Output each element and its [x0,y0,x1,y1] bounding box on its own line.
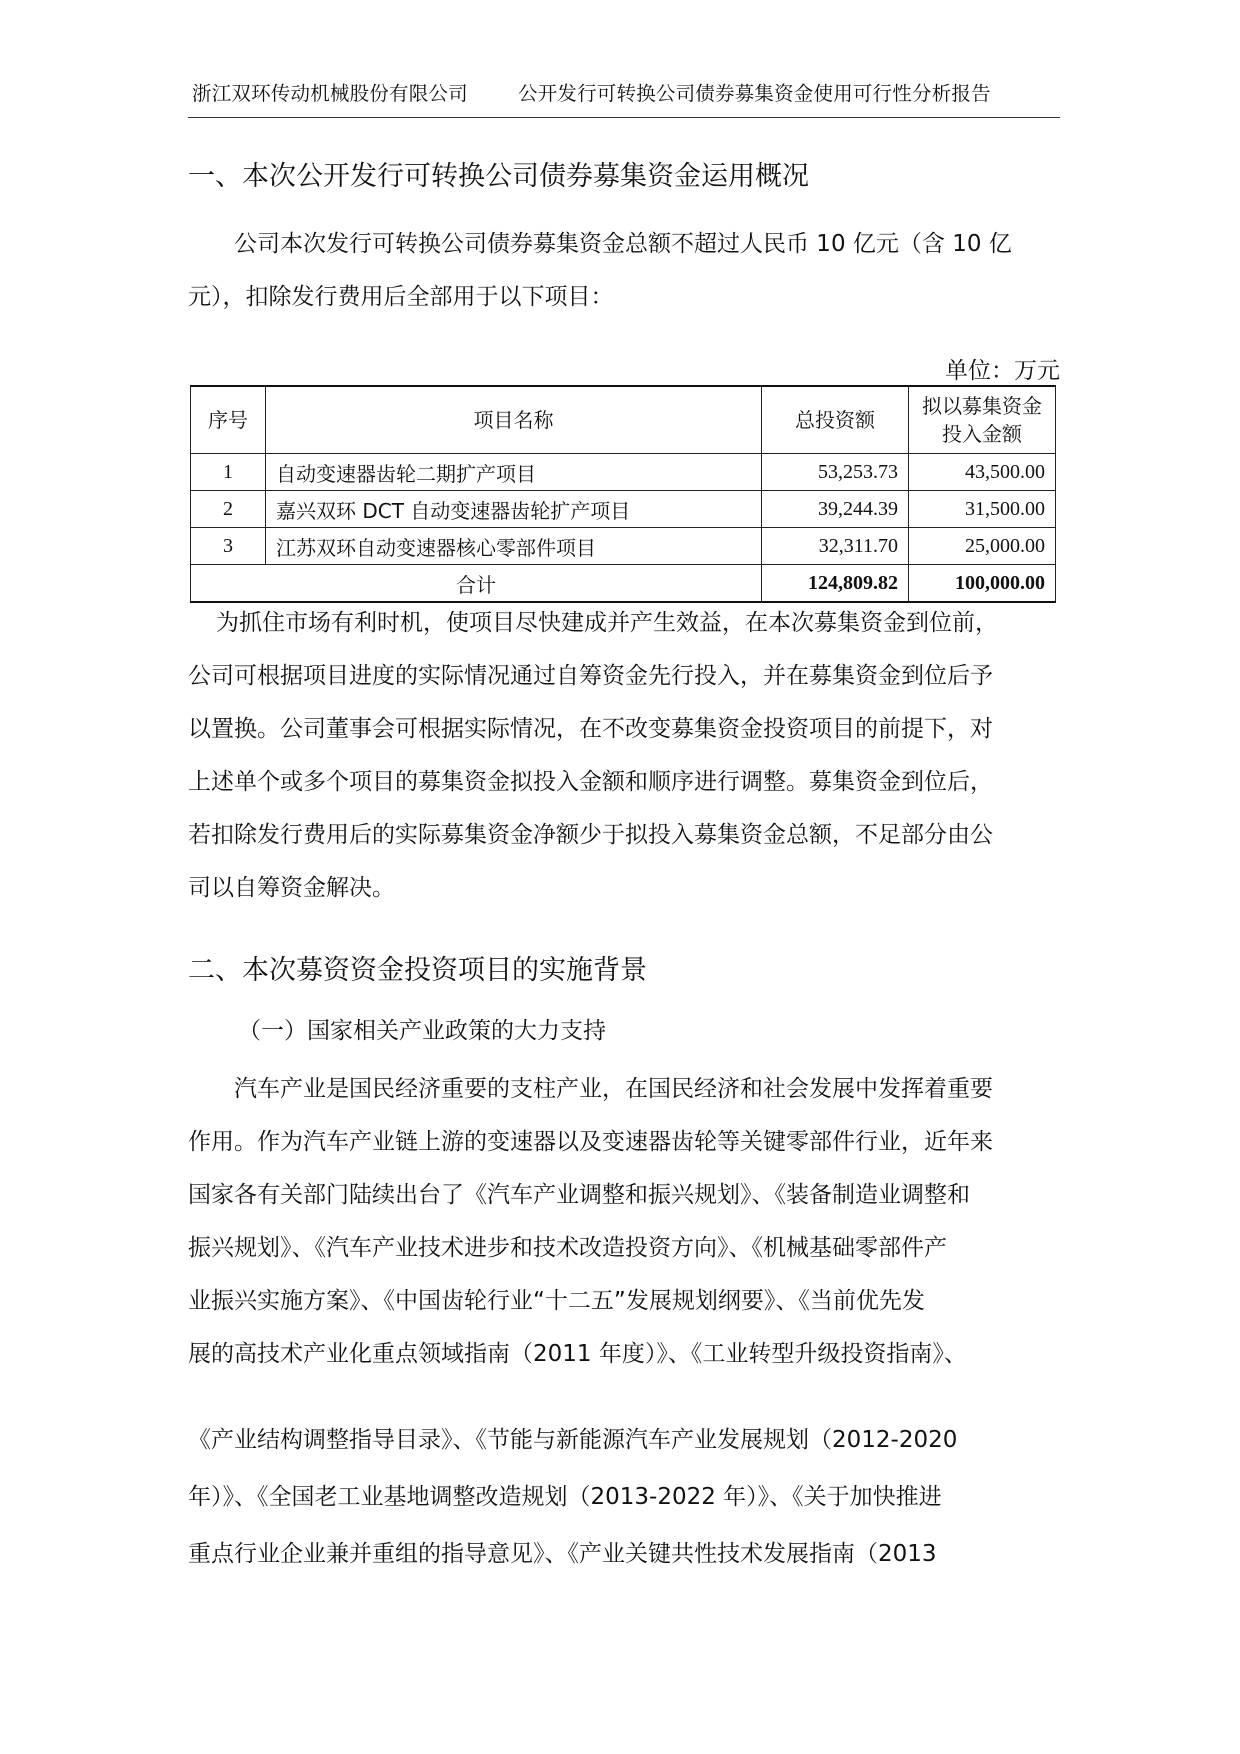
header-divider [188,117,1060,118]
section-1-heading: 一、本次公开发行可转换公司债券募集资金运用概况 [188,161,809,192]
row-total-investment: 32,311.70 [762,528,909,565]
fund-allocation-table [190,385,1056,603]
total-label: 合计 [191,565,762,603]
section-2-paragraph-a [188,1063,1060,1381]
intro-line: 公司本次发行可转换公司债券募集资金总额不超过人民币 10 亿元（含 10 亿 [234,231,1012,257]
row-raised-funds: 31,500.00 [909,491,1056,528]
intro-line: 元），扣除发行费用后全部用于以下项目： [188,284,614,310]
paragraph-line: 汽车产业是国民经济重要的支柱产业，在国民经济和社会发展中发挥着重要 [234,1076,993,1102]
table-row [191,528,1056,565]
section-2-paragraph-b [188,1412,1060,1583]
section-2-subheading: （一）国家相关产业政策的大力支持 [238,1018,606,1044]
paragraph-line: 若扣除发行费用后的实际募集资金净额少于拟投入募集资金总额，不足部分由公 [188,822,993,848]
paragraph-line: 以置换。公司董事会可根据实际情况，在不改变募集资金投资项目的前提下，对 [188,716,993,742]
row-project-name: 自动变速器齿轮二期扩产项目 [266,454,762,491]
col-header-raised: 拟以募集资金投入金额 [909,386,1056,454]
paragraph-line: 公司可根据项目进度的实际情况通过自筹资金先行投入，并在募集资金到位后予 [188,663,993,689]
paragraph-line: 司以自筹资金解决。 [188,875,395,901]
paragraph-line: 振兴规划》、《汽车产业技术进步和技术改造投资方向》、《机械基础零部件产 [188,1235,947,1261]
total-investment-sum: 124,809.82 [762,565,909,603]
unit-label: 单位：万元 [945,358,1060,384]
paragraph-line: 《产业结构调整指导目录》、《节能与新能源汽车产业发展规划（2012-2020 [188,1427,958,1453]
total-raised-sum: 100,000.00 [909,565,1056,603]
row-raised-funds: 43,500.00 [909,454,1056,491]
table-header-row [191,386,1056,454]
row-no: 3 [191,528,266,565]
section-1-intro [188,218,1060,324]
paragraph-line: 作用。作为汽车产业链上游的变速器以及变速器齿轮等关键零部件行业，近年来 [188,1129,993,1155]
paragraph-line: 展的高技术产业化重点领域指南（2011 年度）》、《工业转型升级投资指南》、 [188,1341,967,1367]
header-report-title: 公开发行可转换公司债券募集资金使用可行性分析报告 [518,82,991,105]
paragraph-line: 为抓住市场有利时机，使项目尽快建成并产生效益，在本次募集资金到位前， [216,610,998,636]
row-total-investment: 53,253.73 [762,454,909,491]
paragraph-line: 业振兴实施方案》、《中国齿轮行业“十二五”发展规划纲要》、《当前优先发 [188,1288,925,1314]
paragraph-line: 年）》、《全国老工业基地调整改造规划（2013-2022 年）》、《关于加快推进 [188,1484,942,1510]
row-total-investment: 39,244.39 [762,491,909,528]
row-project-name: 嘉兴双环 DCT 自动变速器齿轮扩产项目 [266,491,762,528]
row-project-name: 江苏双环自动变速器核心零部件项目 [266,528,762,565]
section-1-after-table [188,597,1060,915]
header-company-name: 浙江双环传动机械股份有限公司 [192,82,468,105]
row-raised-funds: 25,000.00 [909,528,1056,565]
col-header-name: 项目名称 [266,386,762,454]
paragraph-line: 重点行业企业兼并重组的指导意见》、《产业关键共性技术发展指南（2013 [188,1541,937,1567]
col-header-no: 序号 [191,386,266,454]
table-row [191,454,1056,491]
row-no: 1 [191,454,266,491]
section-2-heading: 二、本次募资资金投资项目的实施背景 [188,955,647,986]
row-no: 2 [191,491,266,528]
table-row [191,491,1056,528]
col-header-total: 总投资额 [762,386,909,454]
paragraph-line: 上述单个或多个项目的募集资金拟投入金额和顺序进行调整。募集资金到位后， [188,769,993,795]
paragraph-line: 国家各有关部门陆续出台了《汽车产业调整和振兴规划》、《装备制造业调整和 [188,1182,970,1208]
